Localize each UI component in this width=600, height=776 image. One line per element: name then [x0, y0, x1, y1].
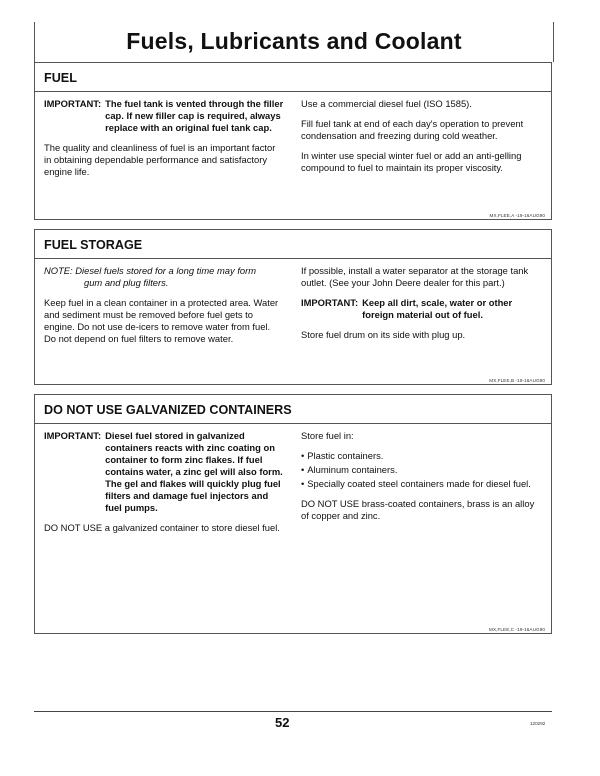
list-item: • Plastic containers.: [301, 450, 384, 461]
reference-code: MX,FLEE,A -19-16AUG90: [489, 213, 545, 218]
page-code: 120292: [530, 721, 546, 726]
paragraph: Fill fuel tank at end of each day's operation to prevent condensation and freezing during cold weather.: [301, 118, 524, 141]
section-heading-galvanized: DO NOT USE GALVANIZED CONTAINERS: [44, 403, 292, 417]
paragraph: Store fuel in:: [301, 430, 354, 441]
paragraph: Store fuel drum on its side with plug up.: [301, 329, 466, 340]
important-label: IMPORTANT:: [44, 98, 102, 109]
important-text: Diesel fuel stored in galvanized containers reacts with zinc coating on container to form zinc flakes. If fuel contains water, a zinc gel will also form. The gel and flakes will quickly plug fuel filters and damage fuel injectors and fuel pumps.: [105, 430, 283, 513]
right-column: [301, 265, 541, 349]
paragraph: Keep fuel in a clean container in a protected area. Water and sediment must be removed before fuel gets to engine. Do not use de-icers to remove water from fuel. Do not depend on fuel filters to remove water.: [44, 297, 279, 344]
important-notice: [301, 297, 541, 321]
page-number: 52: [275, 715, 290, 730]
note-text-line-2: gum and plug filters.: [84, 277, 169, 288]
left-column: [44, 98, 284, 186]
note: [44, 265, 284, 289]
right-column: [301, 98, 541, 182]
footer-rule: [34, 711, 552, 712]
section-heading-fuel-storage: FUEL STORAGE: [44, 238, 143, 252]
important-label: IMPORTANT:: [301, 297, 359, 308]
right-column: [301, 430, 541, 530]
section-fuel-storage: [34, 229, 552, 385]
important-text: Keep all dirt, scale, water or other foreign material out of fuel.: [362, 297, 513, 320]
paragraph: The quality and cleanliness of fuel is an important factor in obtaining dependable performance and satisfactory engine life.: [44, 142, 276, 177]
paragraph: Use a commercial diesel fuel (ISO 1585).: [301, 98, 472, 109]
paragraph: In winter use special winter fuel or add an anti-gelling compound to fuel to maintain its proper viscosity.: [301, 150, 522, 173]
heading-rule: [35, 258, 551, 259]
important-notice: [44, 430, 284, 514]
paragraph: DO NOT USE brass-coated containers, brass is an alloy of copper and zinc.: [301, 498, 535, 521]
list-item: • Specially coated steel containers made for diesel fuel.: [301, 478, 531, 489]
page-title: Fuels, Lubricants and Coolant: [126, 28, 462, 54]
important-notice: [44, 98, 284, 134]
reference-code: MX,FLEE,C -19-16AUG90: [489, 627, 545, 632]
paragraph: DO NOT USE a galvanized container to store diesel fuel.: [44, 522, 280, 533]
note-text-line-1: Diesel fuels stored for a long time may form: [75, 265, 257, 276]
section-fuel: [34, 62, 552, 220]
list-item: • Aluminum containers.: [301, 464, 398, 475]
note-label: NOTE:: [44, 265, 73, 276]
left-column: [44, 265, 284, 353]
important-text: The fuel tank is vented through the filler cap. If new filler cap is required, always replace with an original fuel tank cap.: [105, 98, 284, 133]
section-galvanized: [34, 394, 552, 634]
left-column: [44, 430, 284, 542]
heading-rule: [35, 91, 551, 92]
heading-rule: [35, 423, 551, 424]
reference-code: MX,FLEE,B -19-16AUG90: [489, 378, 545, 383]
paragraph: If possible, install a water separator at the storage tank outlet. (See your John Deere dealer for this part.): [301, 265, 529, 288]
important-label: IMPORTANT:: [44, 430, 102, 441]
section-heading-fuel: FUEL: [44, 71, 77, 85]
